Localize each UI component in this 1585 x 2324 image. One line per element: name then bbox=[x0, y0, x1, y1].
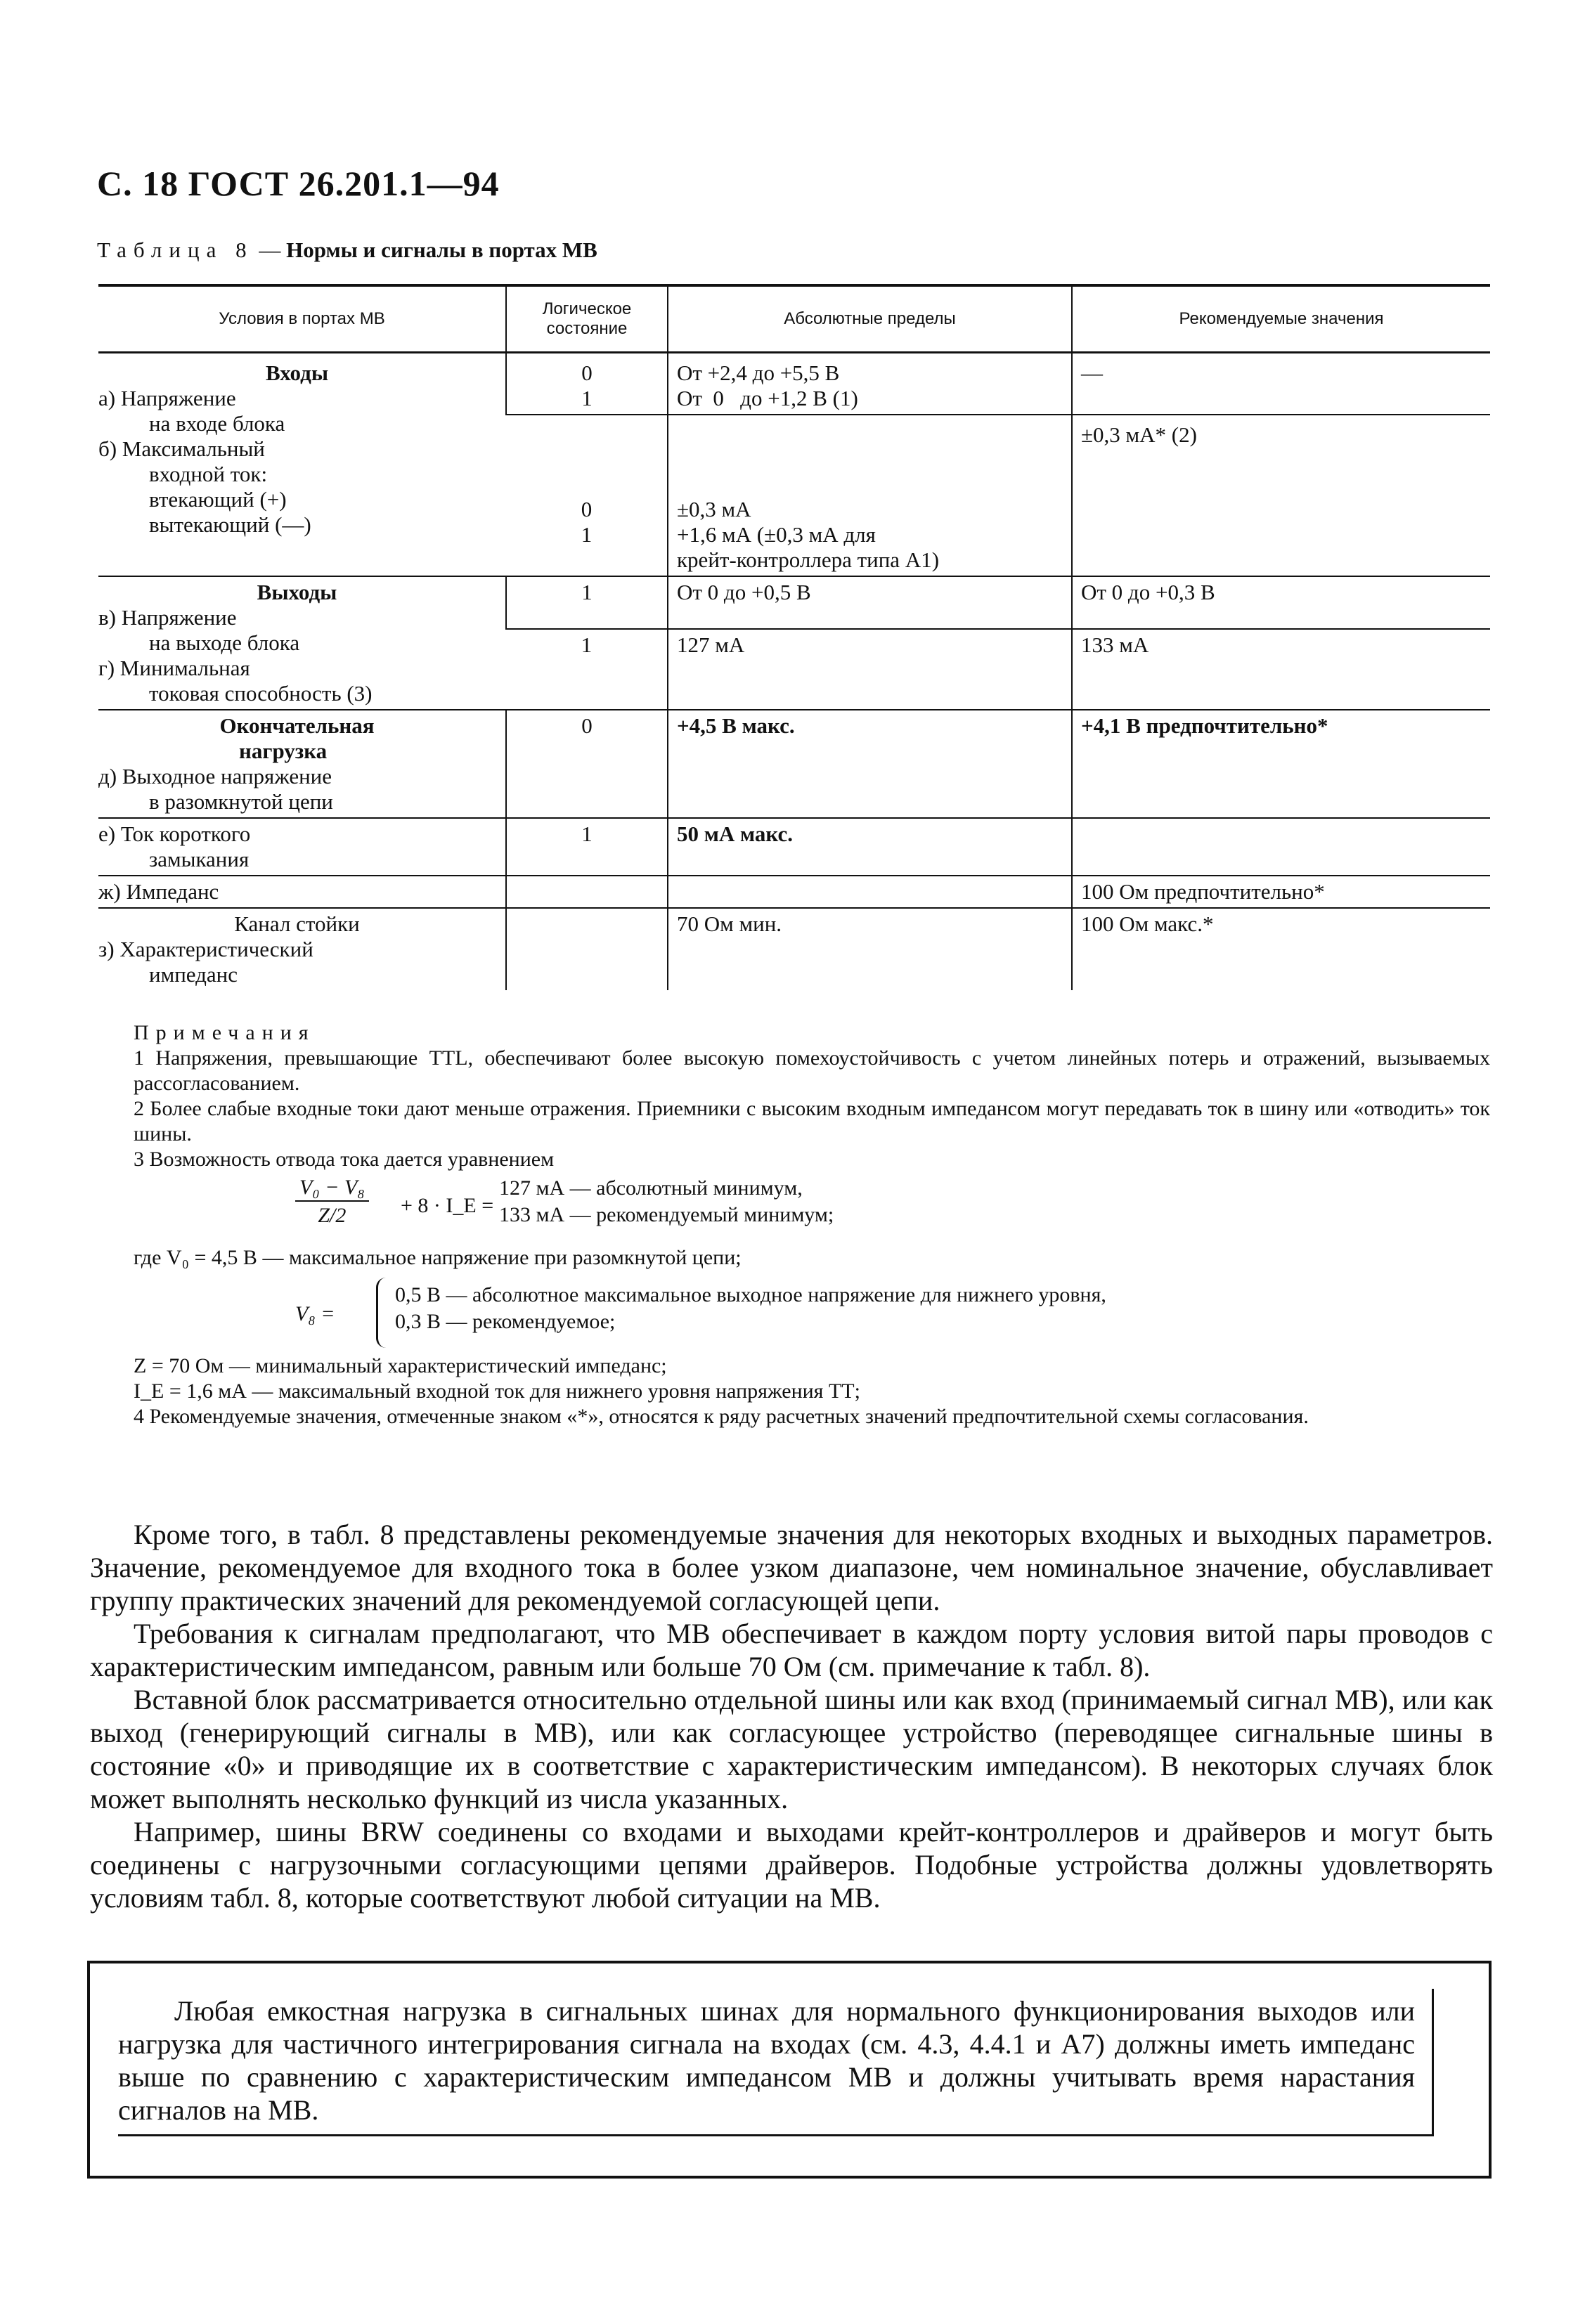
table-row bbox=[98, 876, 1490, 908]
cond-v: в) Напряжение bbox=[98, 605, 237, 630]
ie-definition: I_E = 1,6 мА — максимальный входной ток для нижнего уровня напряжения ТТ; bbox=[134, 1380, 860, 1403]
cond-g: г) Минимальная bbox=[98, 656, 250, 680]
group-outputs: Выходы bbox=[257, 580, 337, 604]
cond-b-cont3: вытекающий (—) bbox=[149, 512, 311, 537]
cell-limit bbox=[668, 353, 1072, 415]
cell-recommended: От 0 до +0,3 В bbox=[1072, 576, 1490, 629]
v8-option-2: 0,3 В — рекомендуемое; bbox=[395, 1310, 616, 1333]
formula-result-2: 133 мА — рекомендуемый минимум; bbox=[499, 1203, 834, 1226]
cond-zh: ж) Импеданс bbox=[98, 879, 219, 904]
header-conditions: Условия в портах МВ bbox=[98, 285, 506, 353]
limit-value: От +2,4 до +5,5 В bbox=[677, 361, 840, 385]
table-caption-prefix: Таблица 8 bbox=[97, 238, 254, 262]
note-4: 4 Рекомендуемые значения, отмеченные знаком «*», относятся к ряду расчетных значений предпочтительной схемы согласования. bbox=[134, 1405, 1309, 1428]
state-value: 0 bbox=[581, 361, 593, 385]
table-header-row bbox=[98, 285, 1490, 353]
table-row bbox=[98, 576, 1490, 629]
cond-z: з) Характеристический bbox=[98, 937, 313, 961]
cell-rack-channel-conditions bbox=[98, 908, 506, 990]
cell-recommended: +4,1 В предпочтительно* bbox=[1072, 710, 1490, 818]
cell-limit: От 0 до +0,5 В bbox=[668, 576, 1072, 629]
v8-definition bbox=[134, 1276, 1490, 1353]
sink-current-formula bbox=[134, 1175, 1490, 1245]
note-1: 1 Напряжения, превышающие TTL, обеспечивают более высокую помехоустойчивость с учетом линейных потерь и отражений, вызываемых рассогласованием. bbox=[134, 1046, 1490, 1095]
cell-short-circuit-conditions bbox=[98, 818, 506, 876]
cond-a: а) Напряжение bbox=[98, 386, 236, 410]
framed-requirement-text: Любая емкостная нагрузка в сигнальных шинах для нормального функционирования выходов или нагрузка для частичного интегрирования сигнала на входах (см. 4.3, 4.4.1 и А7) должны иметь импеданс выше по сравнению с характеристическим импедансом МВ и должны учитывать время нарастания сигналов на МВ. bbox=[118, 1995, 1415, 2126]
cell-recommended: 100 Ом макс.* bbox=[1072, 908, 1490, 990]
cell-state: 1 bbox=[506, 629, 668, 710]
formula-results bbox=[499, 1175, 834, 1228]
cell-recommended bbox=[1072, 415, 1490, 576]
group-final-load-cont: нагрузка bbox=[239, 739, 328, 763]
body-text bbox=[90, 1518, 1493, 1914]
state-value: 0 bbox=[581, 497, 593, 521]
table-caption bbox=[97, 238, 597, 263]
limit-value: крейт-контроллера типа А1) bbox=[677, 547, 940, 572]
cell-final-load-conditions bbox=[98, 710, 506, 818]
cell-recommended: 100 Ом предпочтительно* bbox=[1072, 876, 1490, 908]
cell-limit: 70 Ом мин. bbox=[668, 908, 1072, 990]
cond-d-cont: в разомкнутой цепи bbox=[149, 789, 333, 814]
group-rack-channel: Канал стойки bbox=[234, 911, 360, 936]
header-absolute-limits: Абсолютные пределы bbox=[668, 285, 1072, 353]
table-row bbox=[98, 353, 1490, 415]
note-3: 3 Возможность отвода тока дается уравнением bbox=[134, 1148, 555, 1171]
cell-limit: +4,5 В макс. bbox=[668, 710, 1072, 818]
cond-v-cont: на выходе блока bbox=[149, 630, 300, 655]
cond-z-cont: импеданс bbox=[149, 962, 238, 987]
cond-b: б) Максимальный bbox=[98, 436, 265, 461]
cell-limit bbox=[668, 415, 1072, 576]
cell-recommended bbox=[1072, 818, 1490, 876]
limit-value: От 0 до +1,2 В (1) bbox=[677, 386, 858, 410]
header-logic-state: Логическое состояние bbox=[506, 285, 668, 353]
z-definition: Z = 70 Ом — минимальный характеристический импеданс; bbox=[134, 1354, 667, 1377]
cell-limit bbox=[668, 876, 1072, 908]
cell-state bbox=[506, 353, 668, 415]
table-row bbox=[98, 908, 1490, 990]
v8-label: V₈ = bbox=[295, 1302, 335, 1325]
cond-b-cont2: втекающий (+) bbox=[149, 487, 287, 512]
cell-impedance-conditions bbox=[98, 876, 506, 908]
page-header: С. 18 ГОСТ 26.201.1—94 bbox=[97, 164, 500, 203]
body-paragraph-1: Кроме того, в табл. 8 представлены рекомендуемые значения для некоторых входных и выходных параметров. Значение, рекомендуемое для входного тока в более узком диапазоне, чем номинальное значение, обуславливает группу практических значений для рекомендуемой согласующей цепи. bbox=[90, 1519, 1493, 1616]
cell-state bbox=[506, 876, 668, 908]
state-value: 1 bbox=[581, 522, 593, 547]
limit-value: +1,6 мА (±0,3 мА для bbox=[677, 522, 876, 547]
notes-section bbox=[134, 1020, 1490, 1429]
rec-value: — bbox=[1081, 361, 1103, 385]
cell-state: 1 bbox=[506, 818, 668, 876]
group-final-load: Окончательная bbox=[219, 713, 375, 738]
formula-result-1: 127 мА — абсолютный минимум, bbox=[499, 1176, 803, 1200]
table-row bbox=[98, 710, 1490, 818]
cell-outputs-conditions bbox=[98, 576, 506, 710]
formula-middle: + 8 · I_E = bbox=[401, 1194, 494, 1217]
rec-value: ±0,3 мА* (2) bbox=[1081, 422, 1197, 447]
cell-recommended bbox=[1072, 353, 1490, 415]
body-paragraph-3: Вставной блок рассматривается относительно отдельной шины или как вход (принимаемый сигнал МВ), или как выход (генерирующий сигналы в МВ), или как согласующее устройство (переводящее сигнальные шины в состояние «0» и приводящие их в соответствие с характеристическим импедансом). В некоторых случаях блок может выполнять несколько функций из числа указанных. bbox=[90, 1684, 1493, 1815]
cell-recommended: 133 мА bbox=[1072, 629, 1490, 710]
norms-table bbox=[98, 284, 1490, 990]
body-paragraph-2: Требования к сигналам предполагают, что МВ обеспечивает в каждом порту условия витой пары проводов с характеристическим импедансом, равным или больше 70 Ом (см. примечание к табл. 8). bbox=[90, 1618, 1493, 1682]
cond-e: е) Ток короткого bbox=[98, 822, 251, 846]
brace-shape bbox=[376, 1278, 391, 1348]
cond-e-cont: замыкания bbox=[149, 847, 250, 871]
table-caption-title: Нормы и сигналы в портах МВ bbox=[286, 238, 597, 262]
v8-option-1: 0,5 В — абсолютное максимальное выходное напряжение для нижнего уровня, bbox=[395, 1283, 1106, 1306]
cond-g-cont: токовая способность (3) bbox=[149, 681, 373, 706]
formula-numerator: V₀ − V₈ bbox=[295, 1175, 369, 1202]
framed-requirement bbox=[87, 1961, 1492, 2179]
formula-denominator: Z/2 bbox=[318, 1204, 347, 1227]
cell-state bbox=[506, 415, 668, 576]
group-inputs: Входы bbox=[265, 361, 329, 385]
v8-options bbox=[395, 1282, 1106, 1335]
table-row bbox=[98, 818, 1490, 876]
header-recommended: Рекомендуемые значения bbox=[1072, 285, 1490, 353]
cond-b-cont1: входной ток: bbox=[149, 462, 268, 486]
framed-requirement-inner bbox=[118, 1989, 1434, 2136]
notes-heading: Примечания bbox=[134, 1021, 316, 1044]
cond-d: д) Выходное напряжение bbox=[98, 764, 332, 788]
table-caption-dash: — bbox=[253, 238, 287, 262]
cell-inputs-conditions bbox=[98, 353, 506, 577]
note-2: 2 Более слабые входные токи дают меньше отражения. Приемники с высоким входным импедансом могут передавать ток в шину или «отводить» ток шины. bbox=[134, 1097, 1490, 1145]
cell-limit: 50 мА макс. bbox=[668, 818, 1072, 876]
cell-state: 1 bbox=[506, 576, 668, 629]
body-paragraph-4: Например, шины BRW соединены со входами и выходами крейт-контроллеров и драйверов и могут быть соединены с нагрузочными согласующими цепями драйверов. Подобные устройства должны удовлетворять условиям табл. 8, которые соответствуют любой ситуации на МВ. bbox=[90, 1816, 1493, 1914]
where-v0: где V₀ = 4,5 В — максимальное напряжение при разомкнутой цепи; bbox=[134, 1246, 742, 1269]
cell-limit: 127 мА bbox=[668, 629, 1072, 710]
formula-fraction bbox=[295, 1175, 369, 1228]
cell-state: 0 bbox=[506, 710, 668, 818]
limit-value: ±0,3 мА bbox=[677, 497, 751, 521]
cond-a-cont: на входе блока bbox=[149, 411, 285, 436]
state-value: 1 bbox=[581, 386, 593, 410]
cell-state bbox=[506, 908, 668, 990]
